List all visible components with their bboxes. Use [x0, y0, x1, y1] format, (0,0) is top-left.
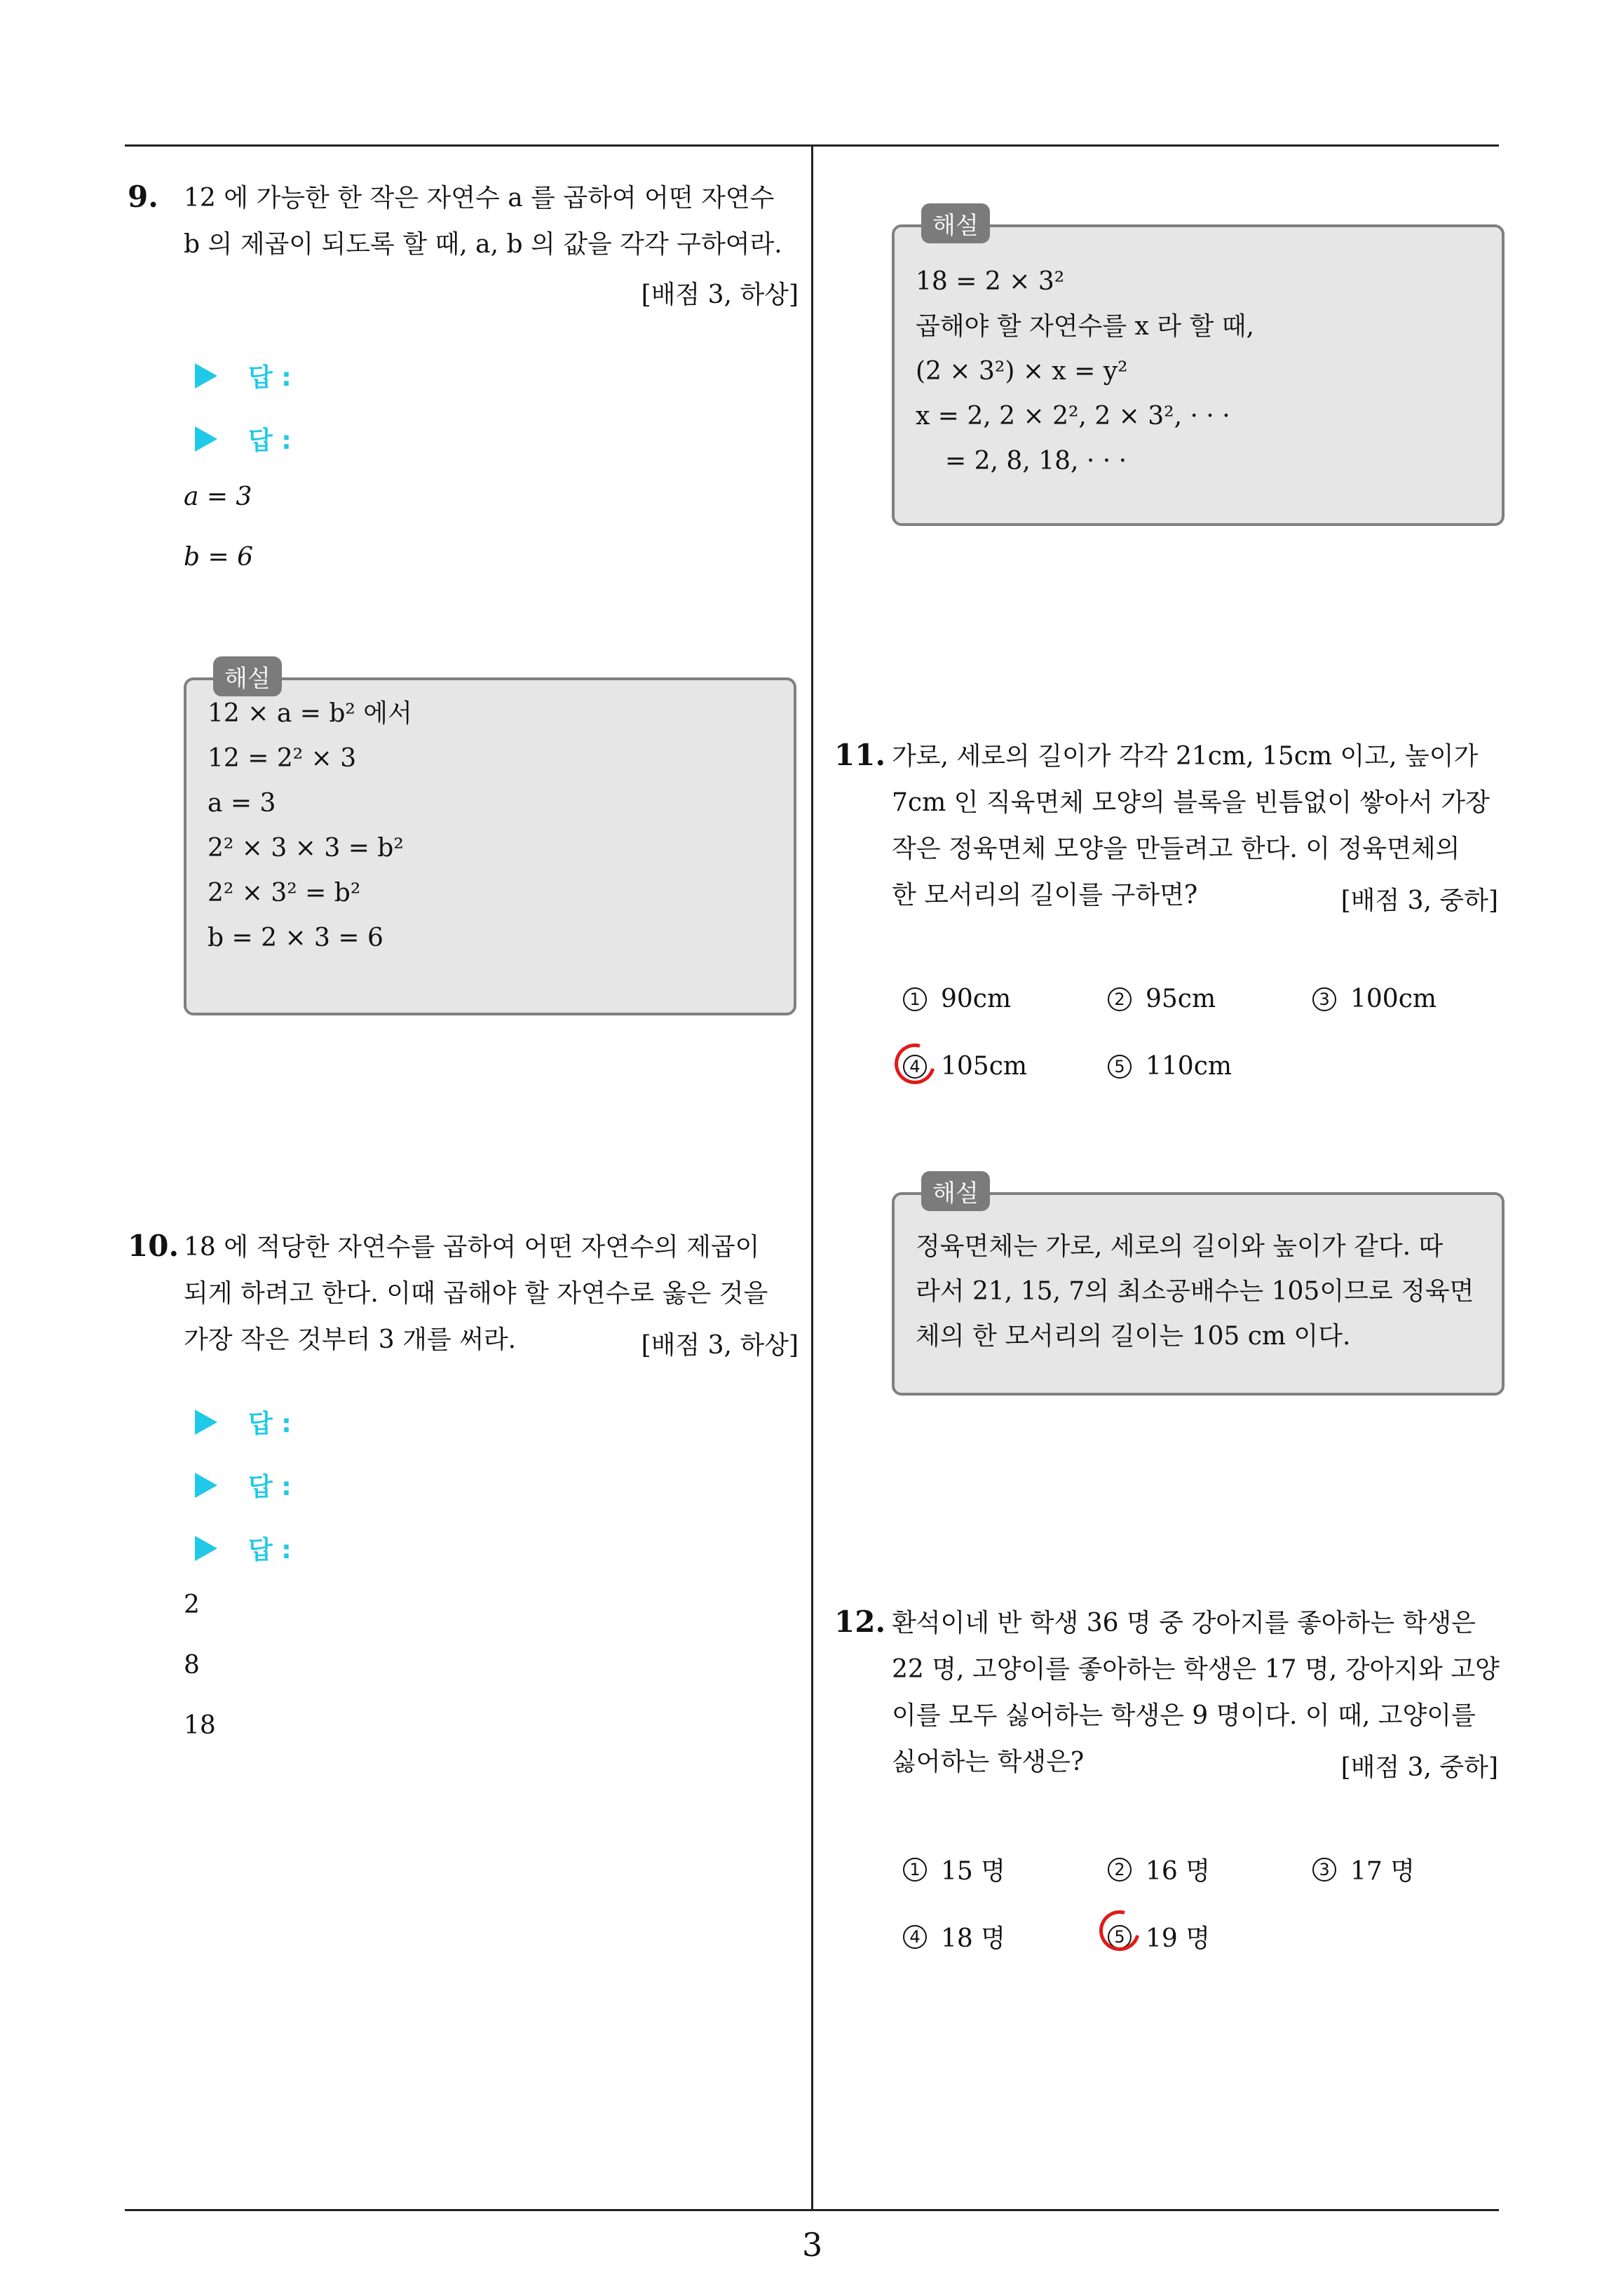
answer-value: b = 6 [184, 543, 253, 572]
choice-text: 95cm [1146, 985, 1216, 1013]
choice-text: 18 명 [941, 1924, 1006, 1953]
question-number: 11. [834, 738, 886, 772]
choice-text: 19 명 [1146, 1924, 1211, 1953]
question-number: 12. [834, 1605, 886, 1639]
column-divider [811, 144, 813, 2210]
question-text-line: b 의 제곱이 되도록 할 때, a, b 의 값을 각각 구하여라. [184, 230, 782, 259]
question-text-line: 가로, 세로의 길이가 각각 21cm, 15cm 이고, 높이가 [892, 742, 1479, 771]
answer-row [195, 1467, 292, 1503]
question-text-line: 환석이네 반 학생 36 명 중 강아지를 좋아하는 학생은 [892, 1609, 1476, 1637]
question-text-line: 12 에 가능한 한 작은 자연수 a 를 곱하여 어떤 자연수 [184, 184, 775, 212]
choice-1[interactable] [903, 1851, 1005, 1887]
solution-tag: 해설 [921, 1171, 990, 1211]
solution-line: 라서 21, 15, 7의 최소공배수는 105이므로 정육면 [916, 1277, 1474, 1306]
choice-2[interactable] [1108, 985, 1216, 1013]
answer-row [195, 1530, 292, 1566]
question-text-line: 22 명, 고양이를 좋아하는 학생은 17 명, 강아지와 고양 [892, 1655, 1500, 1684]
answer-row [195, 358, 292, 393]
solution-line: 체의 한 모서리의 길이는 105 cm 이다. [916, 1322, 1351, 1351]
score-label: [배점 3, 중하] [1340, 886, 1498, 915]
choice-2[interactable] [1108, 1851, 1210, 1887]
answer-label: 답 : [248, 1536, 292, 1565]
choice-3[interactable] [1312, 985, 1437, 1013]
choice-number: 2 [1108, 1858, 1132, 1882]
solution-line: b = 2 × 3 = 6 [208, 924, 383, 952]
choice-text: 110cm [1146, 1052, 1232, 1081]
answer-row [195, 421, 292, 457]
choice-number: 2 [1108, 987, 1132, 1011]
question-text-line: 7cm 인 직육면체 모양의 블록을 빈틈없이 쌓아서 가장 [892, 788, 1490, 817]
choice-5[interactable] [1108, 1052, 1232, 1081]
answer-value: 18 [184, 1711, 216, 1740]
solution-line: 정육면체는 가로, 세로의 길이와 높이가 같다. 따 [916, 1232, 1444, 1261]
solution-tag: 해설 [213, 656, 282, 696]
solution-line: 18 = 2 × 3² [916, 267, 1065, 296]
solution-tag: 해설 [921, 203, 990, 243]
choice-4[interactable] [903, 1919, 1005, 1954]
answer-value: a = 3 [184, 482, 252, 511]
choice-1[interactable] [903, 985, 1011, 1013]
question-text-line: 이를 모두 싫어하는 학생은 9 명이다. 이 때, 고양이를 [892, 1701, 1476, 1730]
solution-line: 2² × 3 × 3 = b² [208, 834, 404, 863]
choice-text: 105cm [941, 1052, 1028, 1081]
choice-text: 100cm [1350, 985, 1437, 1013]
question-text-line: 싫어하는 학생은? [892, 1748, 1085, 1776]
choice-3[interactable] [1312, 1851, 1415, 1887]
question-number: 9. [128, 180, 158, 214]
solution-line: (2 × 3²) × x = y² [916, 357, 1128, 386]
play-arrow-icon [195, 426, 217, 452]
question-text-line: 되게 하려고 한다. 이때 곱해야 할 자연수로 옳은 것을 [184, 1279, 768, 1308]
choice-text: 90cm [941, 985, 1012, 1013]
solution-line: 12 = 2² × 3 [208, 744, 357, 773]
bottom-rule [125, 2209, 1499, 2211]
score-label: [배점 3, 하상] [641, 1331, 799, 1360]
play-arrow-icon [195, 1473, 217, 1498]
choice-text: 17 명 [1350, 1857, 1415, 1886]
score-label: [배점 3, 중하] [1340, 1753, 1498, 1782]
choice-number: 1 [903, 987, 927, 1011]
choice-number: 3 [1312, 987, 1336, 1011]
answer-label: 답 : [248, 1410, 292, 1438]
answer-value: 2 [184, 1591, 200, 1619]
score-label: [배점 3, 하상] [641, 281, 799, 309]
choice-text: 15 명 [941, 1857, 1006, 1886]
solution-line: = 2, 8, 18, · · · [945, 447, 1127, 475]
choice-number: 5 [1108, 1925, 1132, 1949]
play-arrow-icon [195, 1536, 217, 1561]
selected-answer-mark [887, 1036, 942, 1091]
play-arrow-icon [195, 363, 217, 389]
question-text-line: 가장 작은 것부터 3 개를 써라. [184, 1325, 517, 1354]
page-number: 3 [802, 2226, 823, 2264]
solution-box [184, 665, 796, 1015]
answer-label: 답 : [248, 363, 292, 392]
play-arrow-icon [195, 1410, 217, 1435]
choice-number: 4 [903, 1925, 927, 1949]
answer-label: 답 : [248, 426, 292, 455]
choice-number: 1 [903, 1858, 927, 1882]
answer-value: 8 [184, 1651, 200, 1680]
solution-box [892, 212, 1505, 526]
answer-label: 답 : [248, 1473, 292, 1501]
solution-box [892, 1180, 1505, 1396]
question-text-line: 18 에 적당한 자연수를 곱하여 어떤 자연수의 제곱이 [184, 1233, 760, 1262]
choice-number: 5 [1108, 1055, 1132, 1079]
solution-line: x = 2, 2 × 2², 2 × 3², · · · [916, 402, 1230, 431]
question-number: 10. [128, 1229, 179, 1263]
solution-line: 12 × a = b² 에서 [208, 699, 412, 728]
question-text-line: 작은 정육면체 모양을 만들려고 한다. 이 정육면체의 [892, 835, 1460, 863]
solution-line: 곱해야 할 자연수를 x 라 할 때, [916, 312, 1254, 341]
solution-line: a = 3 [208, 789, 276, 818]
solution-line: 2² × 3² = b² [208, 879, 361, 907]
choice-text: 16 명 [1146, 1857, 1211, 1886]
answer-row [195, 1404, 292, 1440]
question-text-line: 한 모서리의 길이를 구하면? [892, 881, 1198, 910]
choice-number: 3 [1312, 1858, 1336, 1882]
choice-number: 4 [903, 1055, 927, 1079]
